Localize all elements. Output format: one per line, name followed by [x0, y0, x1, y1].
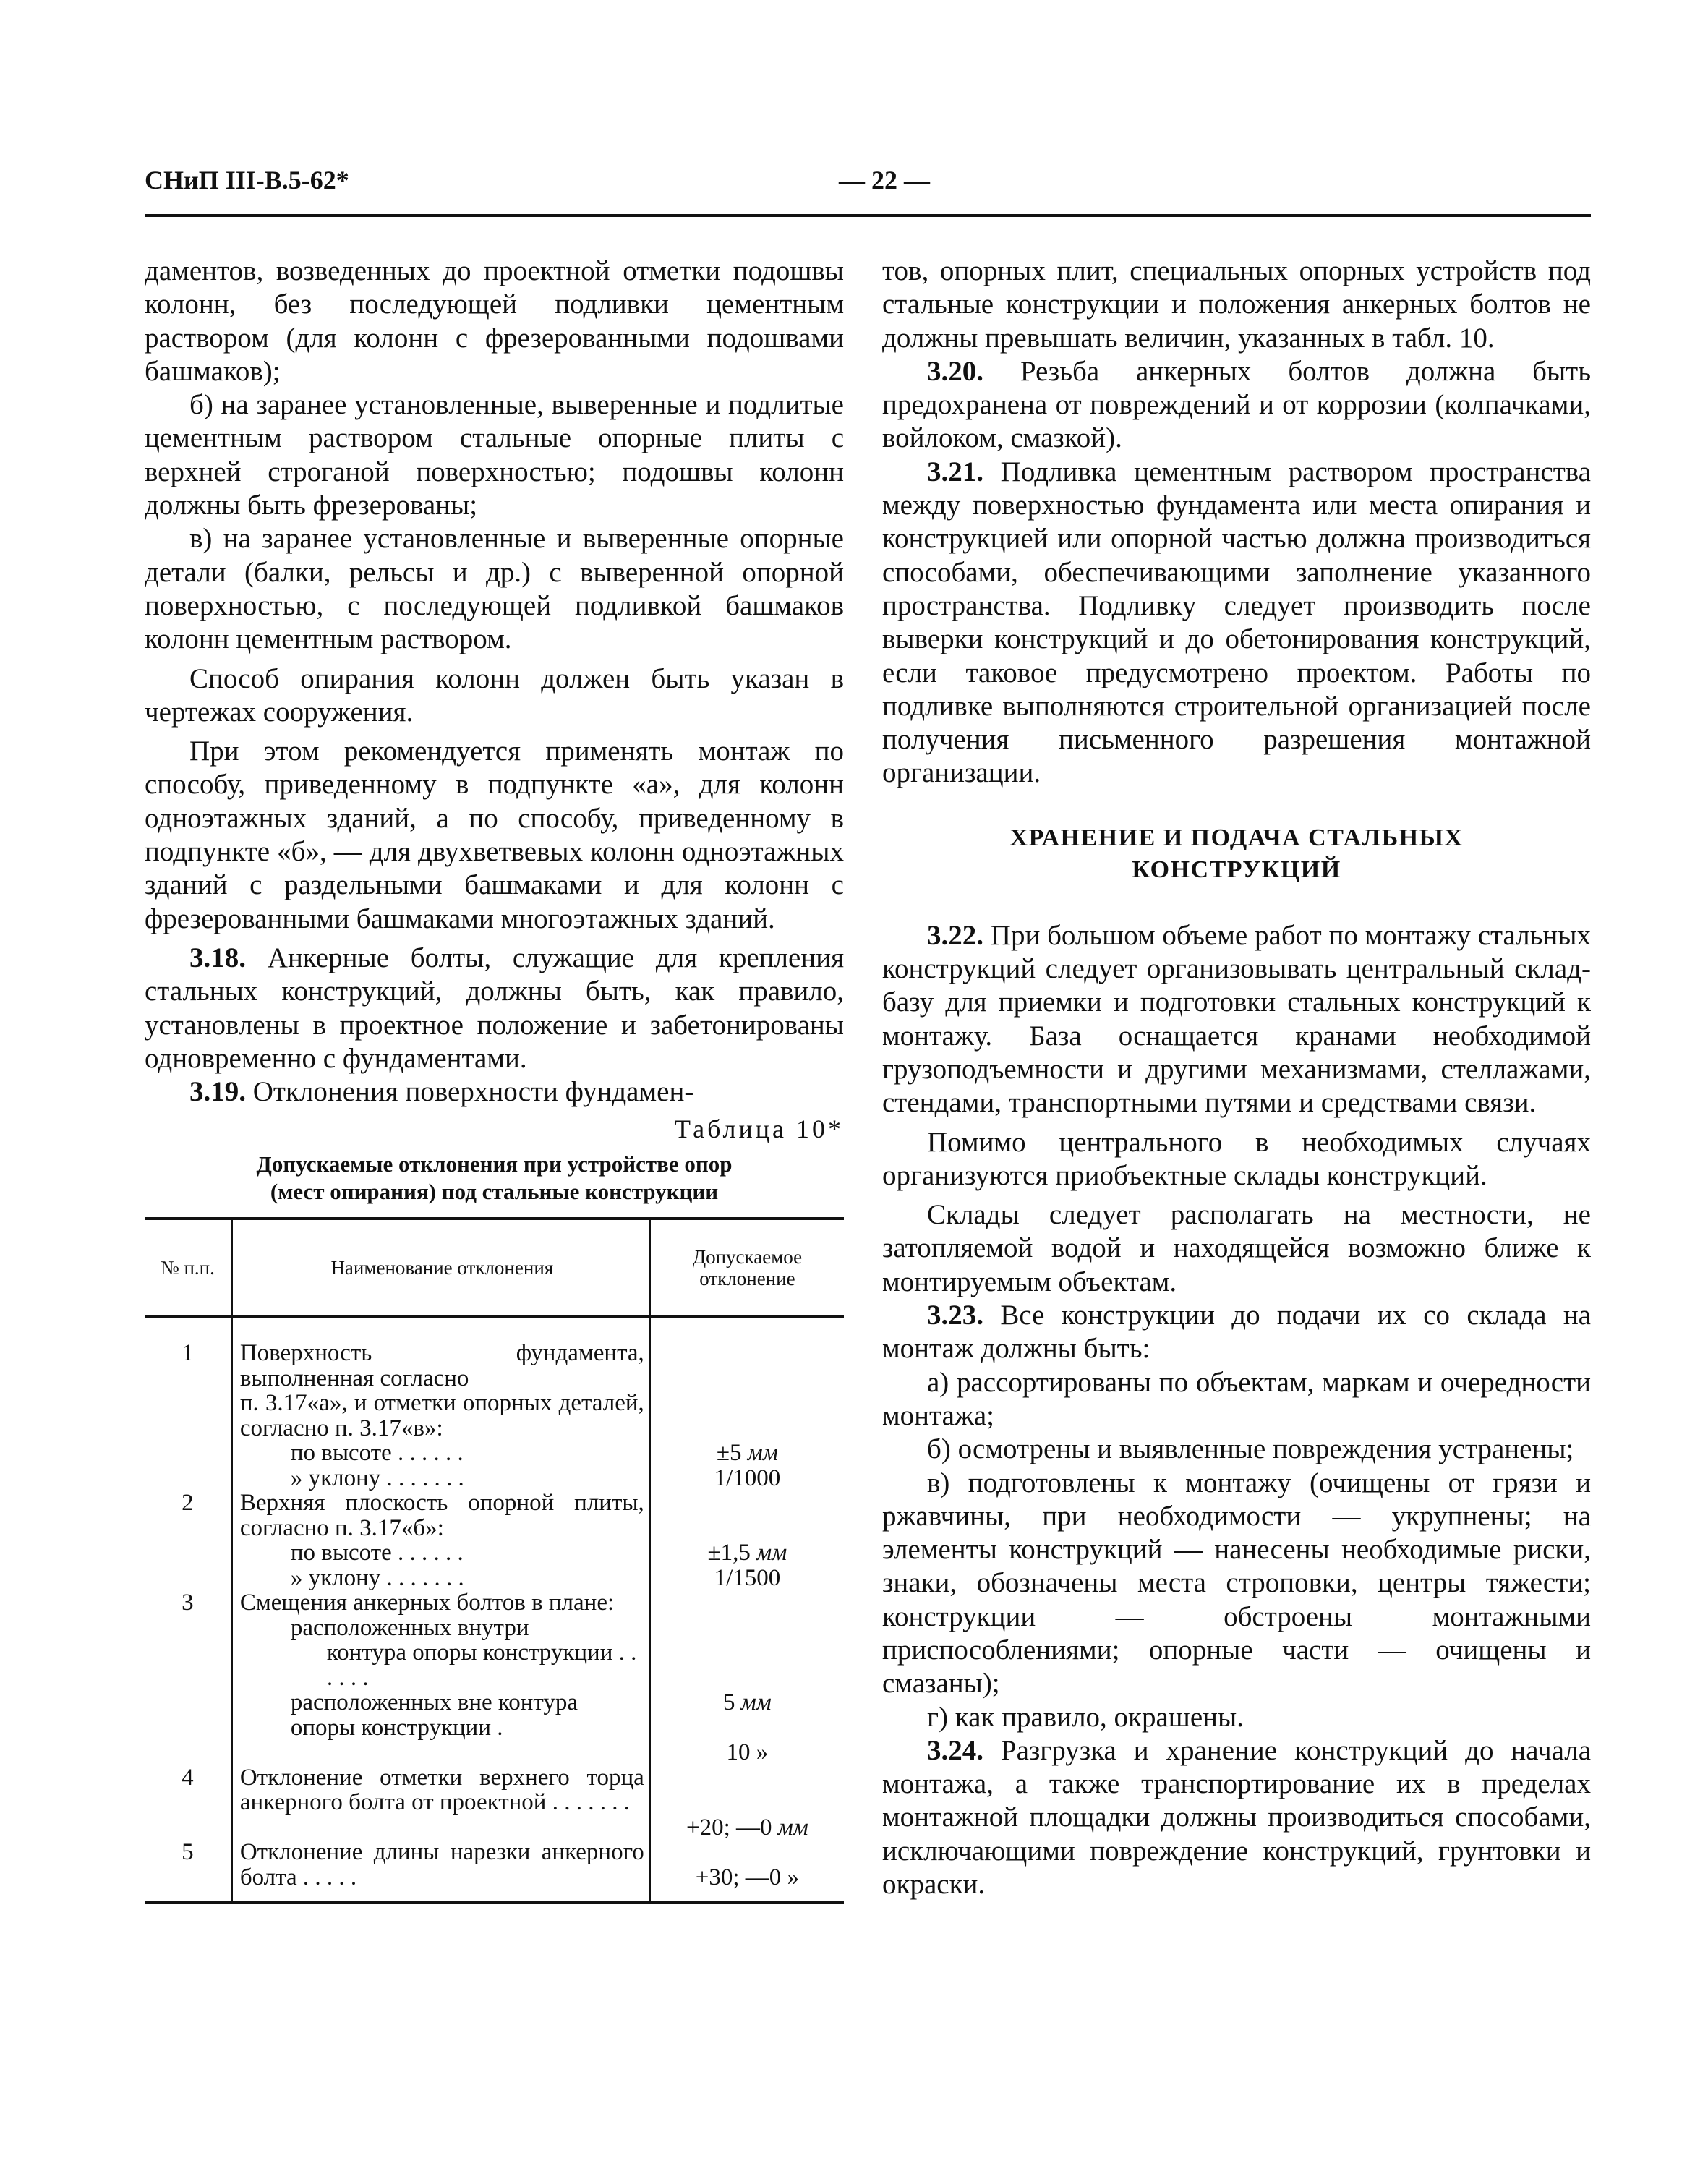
clause-number: 3.21.	[927, 456, 983, 487]
paragraph: Склады следует располагать на местности, не затопляемой водой и находящейся возможно ближе к монтируемым объектам.	[882, 1199, 1591, 1297]
deviations-table	[145, 1217, 844, 1904]
clause-text: Разгрузка и хранение конструкций до начала монтажа, а также транспортирование их в пределах монтажной площадки должны производиться способами, исключающими повреждение конструкций, грунтовки и окраски.	[882, 1734, 1592, 1901]
paragraph: Способ опирания колонн должен быть указан в чертежах сооружения.	[145, 662, 844, 728]
header-allowed: Допускаемое отклонение	[649, 1219, 844, 1317]
table-caption: Таблица 10*	[675, 1114, 844, 1144]
clause-text: Подливка цементным раствором пространства между поверхностью фундамента или места опирания и конструкцией или опорной частью должна производиться способами, обеспечивающими заполнение указанного пространства. Подливку следует производить после выверки конструкций и до обетонирования конструкций, если таковое предусмотрено проектом. Работы по подливке выполняются строительной организацией после получения письменного разрешения монтажной организации.	[882, 456, 1591, 789]
clause-number: 3.24.	[927, 1734, 983, 1766]
clause-text: Отклонения поверхности фундамен-	[252, 1076, 694, 1108]
clause-number: 3.22.	[927, 919, 983, 951]
clause-text: Все конструкции до подачи их со склада на монтаж должны быть:	[882, 1300, 1591, 1365]
table-row: 3 Смещения анкерных болтов в плане: расположенных внутри контура опоры конструкции . . . . . . расположенных вне контура опоры конструкции . 5 мм 10 »	[145, 1590, 844, 1765]
table-row: 2 Верхняя плоскость опорной плиты, согласно п. 3.17«б»: по высоте . . . . . . » уклону . . . . . . . ±1,5 мм 1/1500	[145, 1491, 844, 1590]
paragraph: Помимо центрального в необходимых случаях организуются приобъектные склады конструкций.	[882, 1126, 1591, 1191]
clause-text: Резьба анкерных болтов должна быть предохранена от повреждений и от коррозии (колпачками, войлоком, смазкой).	[882, 355, 1591, 454]
document-code: СНиП III-В.5-62*	[145, 166, 349, 195]
table-row: 1 Поверхность фундамента, выполненная согласно п. 3.17«а», и отметки опорных деталей, согласно п. 3.17«в»: по высоте . . . . . . » уклону . . . . . . . ±5 мм 1/1000	[145, 1317, 844, 1491]
section-title: ХРАНЕНИЕ И ПОДАЧА СТАЛЬНЫХ КОНСТРУКЦИЙ	[1009, 824, 1464, 883]
clause-3-24	[882, 1734, 1591, 1901]
clause-number: 3.23.	[927, 1300, 983, 1331]
clause-3-22	[882, 919, 1591, 1120]
header-rule	[145, 214, 1591, 217]
clause-number: 3.19.	[189, 1076, 246, 1108]
list-item: б) осмотрены и выявленные повреждения устранены;	[927, 1433, 1574, 1465]
right-column	[882, 255, 1591, 1901]
paragraph: в) на заранее установленные и выверенные опорные детали (балки, рельсы и др.) с выверенной опорной поверхностью, с последующей подливкой башмаков колонн цементным раствором.	[145, 523, 844, 655]
clause-number: 3.18.	[189, 942, 246, 973]
paragraph: тов, опорных плит, специальных опорных устройств под стальные конструкции и положения анкерных болтов не должны превышать величин, указанных в табл. 10.	[882, 255, 1591, 354]
page-header	[145, 165, 1591, 208]
paragraph: даментов, возведенных до проектной отметки подошвы колонн, без последующей подливки цементным раствором (для колонн с фрезерованными подошвами башмаков);	[145, 255, 844, 387]
header-name: Наименование отклонения	[231, 1219, 649, 1317]
left-column	[145, 255, 844, 1904]
table-header-row	[145, 1219, 844, 1317]
table-title: Допускаемые отклонения при устройстве опор (мест опирания) под стальные конструкции	[256, 1151, 733, 1205]
list-item: г) как правило, окрашены.	[927, 1701, 1244, 1733]
header-num: № п.п.	[145, 1219, 231, 1317]
clause-number: 3.20.	[927, 355, 983, 387]
list-item: в) подготовлены к монтажу (очищены от грязи и ржавчины, при необходимости — укрупнены; на элементы конструкций — нанесены необходимые риски, знаки, обозначены места строповки, центры тяжести; конструкции — обстроены монтажными приспособлениями; опорные части — очищены и смазаны);	[882, 1467, 1591, 1700]
paragraph: При этом рекомендуется применять монтаж по способу, приведенному в подпункте «а», для колонн одноэтажных зданий, а по способу, приведенному в подпункте «б», — для двухветвевых колонн одноэтажных зданий с раздельными башмаками и для колонн с фрезерованными башмаками многоэтажных зданий.	[145, 735, 844, 934]
clause-3-19	[145, 1075, 844, 1109]
list-item: а) рассортированы по объектам, маркам и очередности монтажа;	[882, 1366, 1591, 1431]
clause-text: При большом объеме работ по монтажу стальных конструкций следует организовывать центральный склад-базу для приемки и подготовки стальных конструкций к монтажу. База оснащается кранами необходимой грузоподъемности и другими механизмами, стеллажами, стендами, транспортными путями и средствами связи.	[882, 919, 1592, 1119]
table-row: 5 Отклонение длины нарезки анкерного болта . . . . . +30; —0 »	[145, 1840, 844, 1903]
paragraph: б) на заранее установленные, выверенные и подлитые цементным раствором стальные опорные плиты с верхней строганой поверхностью; подошвы колонн должны быть фрезерованы;	[145, 389, 844, 521]
clause-3-20	[882, 355, 1591, 456]
page-number: — 22 —	[839, 166, 930, 195]
clause-text: Анкерные болты, служащие для крепления стальных конструкций, должны быть, как правило, установлены в проектное положение и забетонированы одновременно с фундаментами.	[145, 942, 845, 1074]
table-row: 4 Отклонение отметки верхнего торца анкерного болта от проектной . . . . . . . +20; —0 мм	[145, 1765, 844, 1841]
clause-3-21	[882, 456, 1591, 790]
clause-3-23	[882, 1299, 1591, 1366]
clause-3-18	[145, 942, 844, 1075]
